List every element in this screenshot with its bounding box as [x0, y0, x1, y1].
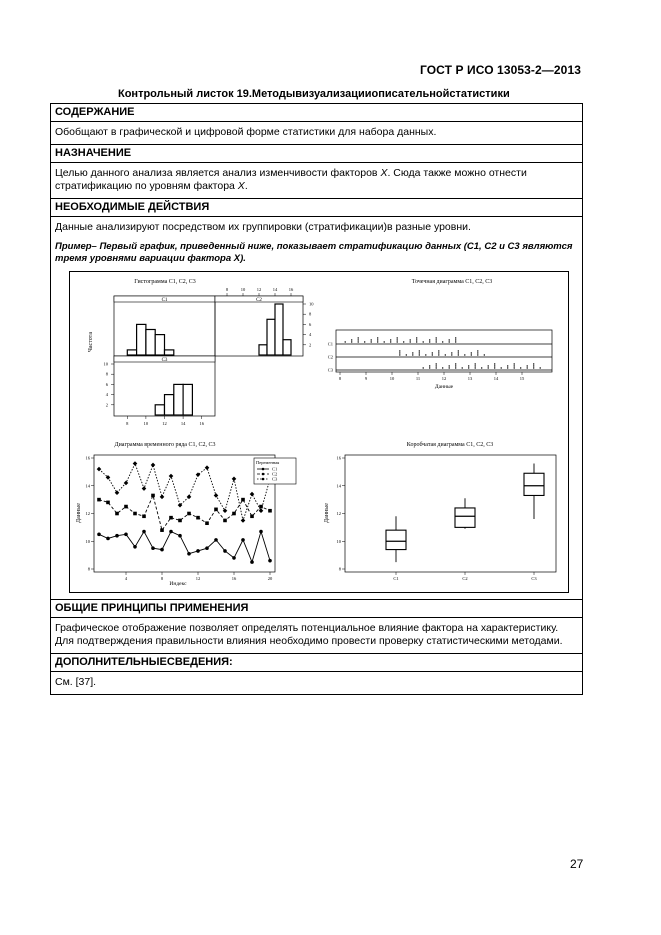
timeseries-marker [268, 559, 272, 563]
hist-right-tick-label: 10 [309, 301, 314, 307]
timeseries-legend-title: Переменная [256, 460, 280, 465]
hist-bar [155, 335, 164, 355]
dotplot-point [449, 365, 450, 366]
dotplot-point [371, 341, 372, 342]
boxplot-y-tick-label: 12 [336, 511, 341, 516]
dotplot-point [501, 367, 502, 368]
timeseries-marker [205, 546, 209, 550]
dotplot-point [442, 367, 443, 368]
dotplot-point [484, 354, 485, 355]
hist-bar [183, 384, 192, 415]
hist-right-tick-label: 6 [309, 321, 312, 327]
section-principles-text: Графическое отображение позволяет определять потенциальное влияние фактора на характеристику. Для подтверждения правильности влияния необходимо провести проверку статистическими методами. [55, 622, 563, 647]
section-actions-example: Пример– Первый график, приведенный ниже, показывает стратификацию данных (С1, С2 и С3 являются тремя уровнями вариации фактора X). [55, 241, 573, 264]
hist-bar [283, 340, 291, 355]
hist-right-tick-label: 2 [309, 342, 312, 348]
hist-bar [174, 384, 183, 415]
timeseries-marker [250, 514, 254, 518]
timeseries-marker [133, 545, 137, 549]
section-content-heading: СОДЕРЖАНИЕ [55, 106, 135, 118]
boxplot-y-tick-label: 14 [336, 483, 341, 489]
dotplot-point [494, 367, 495, 368]
dotplot-point [358, 341, 359, 342]
dotplot-point [488, 365, 489, 366]
dotplot-point [432, 352, 433, 353]
dotplot-point [449, 339, 450, 340]
dotplot-point [533, 363, 534, 364]
dotplot-point [533, 365, 534, 366]
dotplot-point [429, 367, 430, 368]
timeseries-marker [205, 521, 209, 525]
dotplot-point [358, 339, 359, 340]
hist-top-tick-label: 16 [288, 287, 294, 292]
timeseries-marker [214, 538, 218, 542]
section-principles-body [51, 617, 582, 653]
dotplot-point [399, 354, 400, 355]
timeseries-marker [196, 549, 200, 553]
dotplot-tick-label: 15 [519, 376, 525, 381]
dotplot-point [451, 354, 452, 355]
timeseries-marker [241, 498, 245, 502]
timeseries-marker [133, 461, 138, 466]
timeseries-marker [133, 512, 137, 516]
hist-bar [267, 319, 275, 355]
hist-right-tick-label: 4 [309, 332, 312, 338]
dotplot-point [399, 350, 400, 351]
timeseries-x-tick-label: 4 [124, 576, 128, 581]
dotplot-point [432, 354, 433, 355]
timeseries-marker [106, 537, 110, 541]
hist-panel-label: C1 [161, 298, 168, 303]
timeseries-y-tick-label: 8 [87, 566, 90, 572]
hist-right-tick-label: 8 [309, 311, 312, 317]
purpose-text-a: Целью данного анализа является анализ изменчивости факторов [55, 167, 381, 179]
dotplot-point [527, 367, 528, 368]
dotplot-point [436, 363, 437, 364]
timeseries-marker [250, 492, 255, 497]
boxplot-ylabel: Данные [324, 503, 330, 523]
timeseries-legend-marker [262, 473, 265, 476]
timeseries-line-c1 [99, 532, 270, 563]
timeseries-marker [232, 477, 237, 482]
dotplot-point [419, 352, 420, 353]
timeseries-marker [115, 512, 119, 516]
timeseries-marker [151, 463, 156, 468]
timeseries-x-tick-label: 12 [195, 576, 201, 581]
hist-bar [165, 350, 174, 355]
dotplot-point [514, 367, 515, 368]
hist-bar [146, 330, 155, 356]
boxplot-frame [345, 455, 556, 572]
dotplot-tick-label: 13 [467, 376, 473, 381]
dotplot-category-label: C1 [327, 341, 333, 347]
dotplot-point [397, 341, 398, 342]
dotplot-point [477, 352, 478, 353]
timeseries-marker [268, 509, 272, 513]
hist-bar [165, 395, 174, 415]
timeseries-marker [151, 494, 155, 498]
histogram-title: Гистограмма C1, C2, C3 [134, 279, 196, 285]
boxplot-box-c2 [455, 508, 475, 527]
dotplot-point [416, 341, 417, 342]
standard-code: ГОСТ Р ИСО 13053-2—2013 [419, 63, 581, 77]
page-number: 27 [570, 857, 584, 871]
boxplot-x-tick-label: C3 [531, 576, 537, 581]
timeseries-marker [178, 534, 182, 538]
timeseries-y-tick-label: 16 [85, 455, 90, 461]
boxplot-x-tick-label: C2 [462, 576, 468, 581]
dotplot-point [425, 354, 426, 355]
section-principles-heading: ОБЩИЕ ПРИНЦИПЫ ПРИМЕНЕНИЯ [51, 599, 582, 617]
dotplot-point [429, 341, 430, 342]
section-content-text: Обобщают в графической и цифровой форме статистики для набора данных. [55, 126, 437, 138]
timeseries-marker [106, 501, 110, 505]
hist-bar [259, 345, 267, 355]
dotplot-point [458, 354, 459, 355]
hist-panel-label: C2 [256, 298, 262, 303]
hist-panel-label: C3 [161, 358, 168, 363]
hist-bottom-tick-label: 10 [143, 421, 149, 426]
timeseries-marker [241, 518, 246, 523]
dotplot-point [390, 341, 391, 342]
dotplot-point [423, 367, 424, 368]
dotplot-point [462, 367, 463, 368]
dotplot-point [399, 352, 400, 353]
timeseries-marker [223, 519, 227, 523]
dotplot-point [416, 337, 417, 338]
dotplot-point [397, 337, 398, 338]
section-actions-text: Данные анализируют посредством их группировки (стратификации)в разные уровни. [55, 221, 471, 233]
hist-left-tick-label: 2 [105, 402, 108, 408]
dotplot-point [507, 365, 508, 366]
timeseries-marker [169, 516, 173, 520]
timeseries-marker [259, 508, 264, 513]
dotplot-point [412, 354, 413, 355]
dotplot-point [494, 365, 495, 366]
dotplot-point [471, 354, 472, 355]
timeseries-legend-label: C1 [272, 466, 278, 472]
dotplot-point [475, 363, 476, 364]
dotplot-point [423, 341, 424, 342]
dotplot-point [438, 352, 439, 353]
dotplot-point [475, 365, 476, 366]
timeseries-marker [223, 549, 227, 553]
dotplot-point [533, 367, 534, 368]
hist-bar [155, 405, 164, 415]
dotplot-point [458, 350, 459, 351]
timeseries-y-tick-label: 12 [85, 511, 90, 516]
timeseries-marker [241, 538, 245, 542]
hist-bottom-tick-label: 14 [180, 421, 186, 426]
timeseries-xlabel: Индекс [169, 581, 187, 587]
dotplot-point [345, 341, 346, 342]
dotplot-point [527, 365, 528, 366]
timeseries-marker [97, 533, 101, 537]
timeseries-legend-label: C3 [272, 476, 278, 482]
dotplot-point [488, 367, 489, 368]
dotplot-title: Точечная диаграмма C1, C2, C3 [411, 279, 493, 285]
dotplot-point [436, 367, 437, 368]
dotplot-point [436, 337, 437, 338]
hist-bar [275, 304, 283, 355]
section-actions-body [51, 216, 582, 593]
timeseries-x-tick-label: 8 [160, 576, 164, 581]
hist-top-tick-label: 10 [240, 287, 246, 292]
dotplot-point [520, 367, 521, 368]
dotplot-point [455, 365, 456, 366]
timeseries-marker [142, 486, 147, 491]
dotplot-point [406, 354, 407, 355]
dotplot-point [436, 341, 437, 342]
dotplot-point [451, 352, 452, 353]
dotplot-point [481, 367, 482, 368]
timeseries-marker [178, 519, 182, 523]
boxplot-y-tick-label: 8 [338, 566, 341, 572]
dotplot-category-label: C3 [327, 367, 333, 373]
dotplot-category-label: C2 [327, 354, 333, 360]
dotplot-point [507, 367, 508, 368]
timeseries-marker [169, 530, 173, 534]
timeseries-legend-marker [262, 478, 265, 481]
hist-top-tick-label: 12 [256, 287, 262, 292]
hist-bar [127, 350, 136, 355]
dotplot-point [358, 337, 359, 338]
dotplot-point [477, 350, 478, 351]
hist-top-tick-label: 14 [272, 287, 278, 292]
dotplot-point [403, 341, 404, 342]
timeseries-marker [124, 481, 129, 486]
dotplot-point [377, 341, 378, 342]
dotplot-point [436, 365, 437, 366]
dotplot-tick-label: 9 [364, 376, 368, 381]
dotplot-point [412, 352, 413, 353]
dotplot-point [371, 339, 372, 340]
section-additional-heading: ДОПОЛНИТЕЛЬНЫЕСВЕДЕНИЯ: [51, 653, 582, 671]
dotplot-tick-label: 10 [389, 376, 395, 381]
timeseries-marker [142, 514, 146, 518]
section-additional-text: См. [37]. [55, 676, 97, 688]
dotplot-point [445, 354, 446, 355]
dotplot-point [351, 339, 352, 340]
timeseries-marker [115, 490, 120, 495]
section-purpose-heading: НАЗНАЧЕНИЕ [51, 144, 582, 162]
timeseries-marker [250, 560, 254, 564]
timeseries-marker [232, 556, 236, 560]
timeseries-marker [124, 533, 128, 537]
timeseries-marker [259, 530, 263, 534]
hist-bar [137, 324, 146, 355]
hist-ylabel: Частота [88, 331, 94, 353]
timeseries-frame [94, 455, 278, 572]
figure-svg [70, 272, 568, 592]
timeseries-marker [196, 516, 200, 520]
hist-left-tick-label: 4 [105, 392, 108, 398]
timeseries-x-tick-label: 16 [231, 576, 237, 581]
boxplot-y-tick-label: 16 [336, 455, 341, 461]
hist-left-tick-label: 6 [105, 381, 108, 387]
figure-panel [69, 271, 569, 593]
hist-left-tick-label: 10 [103, 361, 108, 367]
timeseries-marker [187, 552, 191, 556]
dotplot-point [397, 339, 398, 340]
dotplot-point [410, 341, 411, 342]
timeseries-marker [187, 495, 192, 500]
dotplot-point [351, 341, 352, 342]
dotplot-point [416, 339, 417, 340]
timeseries-y-tick-label: 10 [85, 538, 90, 544]
timeseries-marker [160, 548, 164, 552]
dotplot-tick-label: 8 [338, 376, 342, 381]
dotplot-point [384, 341, 385, 342]
dotplot-point [468, 365, 469, 366]
timeseries-marker [151, 546, 155, 550]
dotplot-point [438, 354, 439, 355]
dotplot-point [455, 341, 456, 342]
dotplot-point [471, 352, 472, 353]
dotplot-tick-label: 11 [415, 376, 421, 381]
timeseries-marker [232, 512, 236, 516]
dotplot-point [468, 367, 469, 368]
hist-top-tick-label: 8 [225, 287, 229, 292]
dotplot-point [455, 363, 456, 364]
dotplot-point [364, 341, 365, 342]
timeseries-marker [205, 465, 210, 470]
dotplot-point [429, 365, 430, 366]
dotplot-point [377, 339, 378, 340]
dotplot-point [442, 341, 443, 342]
dotplot-point [419, 354, 420, 355]
purpose-text-b: . Сюда также можно отнести стратификацию по уровням фактора [55, 167, 527, 192]
dotplot-point [475, 367, 476, 368]
dotplot-point [429, 339, 430, 340]
timeseries-ylabel: Данные [76, 503, 82, 523]
section-content-body [51, 121, 582, 144]
timeseries-legend-marker [262, 468, 265, 471]
dotplot-point [455, 337, 456, 338]
dotplot-xlabel: Данные [434, 384, 454, 390]
boxplot-box-c3 [524, 473, 544, 495]
dotplot-point [436, 339, 437, 340]
dotplot-point [540, 367, 541, 368]
dotplot-point [514, 365, 515, 366]
timeseries-title: Диаграмма временного ряда C1, C2, C3 [114, 442, 216, 448]
hist-bottom-tick-label: 12 [162, 421, 167, 426]
boxplot-box-c1 [386, 530, 406, 549]
dotplot-tick-label: 14 [493, 376, 499, 381]
timeseries-y-tick-label: 14 [85, 483, 90, 489]
dotplot-point [458, 352, 459, 353]
dotplot-point [477, 354, 478, 355]
section-additional-body [51, 671, 582, 694]
timeseries-marker [223, 508, 228, 513]
timeseries-marker [142, 530, 146, 534]
purpose-var-x1: X [380, 167, 388, 179]
section-actions-heading: НЕОБХОДИМЫЕ ДЕЙСТВИЯ [51, 198, 582, 216]
dotplot-point [449, 367, 450, 368]
timeseries-marker [97, 467, 102, 472]
dotplot-point [410, 339, 411, 340]
boxplot-y-tick-label: 10 [336, 538, 341, 544]
section-purpose-text [55, 167, 578, 193]
timeseries-marker [214, 493, 219, 498]
timeseries-line-c3 [99, 464, 270, 521]
dotplot-tick-label: 12 [441, 376, 447, 381]
purpose-text-c: . [244, 180, 248, 192]
boxplot-title: Коробчатая диаграмма C1, C2, C3 [406, 442, 494, 448]
timeseries-x-tick-label: 20 [267, 576, 273, 581]
timeseries-marker [160, 495, 165, 500]
timeseries-marker [97, 498, 101, 502]
timeseries-marker [160, 528, 164, 532]
dotplot-point [455, 367, 456, 368]
timeseries-marker [214, 508, 218, 512]
hist-bottom-tick-label: 8 [126, 421, 129, 426]
hist-left-tick-label: 8 [105, 371, 108, 377]
dotplot-point [390, 339, 391, 340]
purpose-var-x2: X [237, 180, 245, 192]
dotplot-point [494, 363, 495, 364]
dotplot-frame [336, 330, 552, 372]
timeseries-marker [169, 474, 174, 479]
dotplot-point [464, 354, 465, 355]
dotplot-point [514, 363, 515, 364]
boxplot-x-tick-label: C1 [393, 576, 399, 581]
hist-bottom-tick-label: 16 [199, 421, 204, 426]
dotplot-point [377, 337, 378, 338]
timeseries-marker [115, 534, 119, 538]
timeseries-marker [124, 505, 128, 509]
timeseries-legend-label: C2 [272, 471, 278, 477]
checklist-table [50, 103, 583, 695]
table-title: Контрольный листок 19.Методывизуализацииописательнойстатистики [118, 88, 510, 100]
dotplot-point [438, 350, 439, 351]
timeseries-marker [187, 512, 191, 516]
dotplot-point [455, 339, 456, 340]
section-purpose-body [51, 162, 582, 198]
dotplot-point [419, 350, 420, 351]
dotplot-point [449, 341, 450, 342]
